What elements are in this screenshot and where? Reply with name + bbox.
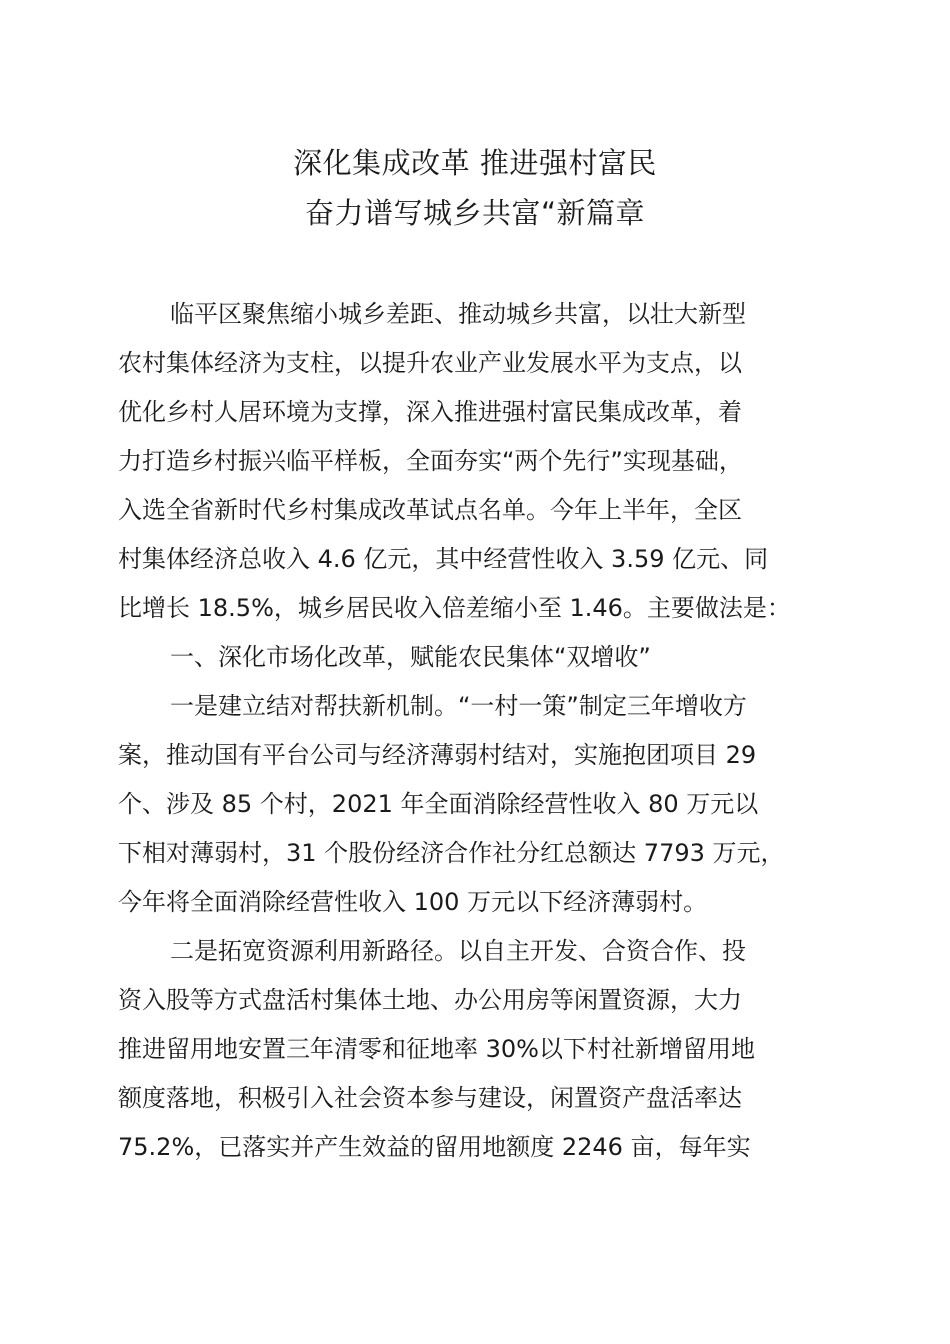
- paragraph-line: 比增长 18.5%，城乡居民收入倍差缩小至 1.46。主要做法是：: [118, 594, 791, 622]
- paragraph-line: 个、涉及 85 个村，2021 年全面消除经营性收入 80 万元以: [118, 790, 759, 818]
- paragraph-line: 临平区聚焦缩小城乡差距、推动城乡共富，以壮大新型: [170, 300, 746, 328]
- document-title: [0, 138, 950, 238]
- paragraph-line: 二是拓宽资源利用新路径。以自主开发、合资合作、投: [170, 937, 746, 965]
- section-heading: 一、深化市场化改革，赋能农民集体“双增收”: [170, 643, 651, 671]
- paragraph-line: 优化乡村人居环境为支撑，深入推进强村富民集成改革，着: [118, 398, 742, 426]
- paragraph-line: 资入股等方式盘活村集体土地、办公用房等闲置资源，大力: [118, 986, 742, 1014]
- paragraph-line: 额度落地，积极引入社会资本参与建设，闲置资产盘活率达: [118, 1084, 742, 1112]
- paragraph-line: 农村集体经济为支柱，以提升农业产业发展水平为支点，以: [118, 349, 742, 377]
- paragraph-line: 力打造乡村振兴临平样板，全面夯实“两个先行”实现基础，: [118, 447, 743, 475]
- paragraph-line: 今年将全面消除经营性收入 100 万元以下经济薄弱村。: [118, 888, 708, 916]
- paragraph-line: 推进留用地安置三年清零和征地率 30%以下村社新增留用地: [118, 1035, 755, 1063]
- paragraph-line: 75.2%，已落实并产生效益的留用地额度 2246 亩，每年实: [118, 1133, 751, 1161]
- title-line-2: 奋力谱写城乡共富“新篇章: [304, 196, 646, 230]
- paragraph-line: 下相对薄弱村，31 个股份经济合作社分红总额达 7793 万元，: [118, 839, 785, 867]
- paragraph-line: 案，推动国有平台公司与经济薄弱村结对，实施抱团项目 29: [118, 741, 757, 769]
- paragraph-line: 一是建立结对帮扶新机制。“一村一策”制定三年增收方: [170, 692, 747, 720]
- document-body: [118, 290, 848, 1172]
- title-line-1: 深化集成改革 推进强村富民: [293, 146, 657, 180]
- paragraph-line: 入选全省新时代乡村集成改革试点名单。今年上半年，全区: [118, 496, 742, 524]
- paragraph-line: 村集体经济总收入 4.6 亿元，其中经营性收入 3.59 亿元、同: [118, 545, 769, 573]
